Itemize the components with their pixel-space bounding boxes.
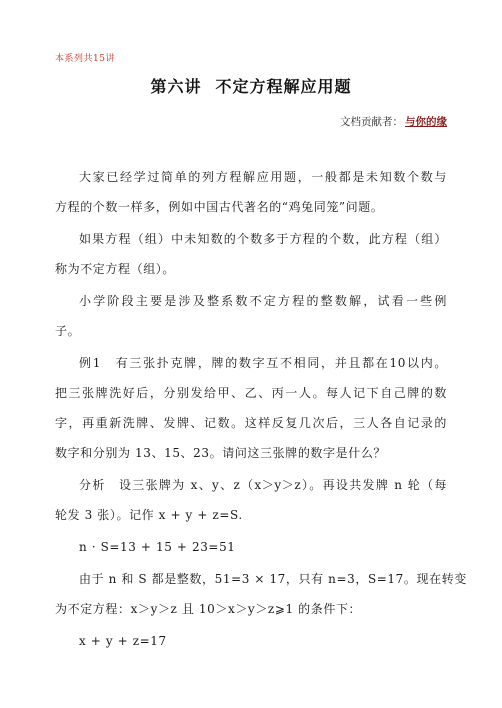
lecture-number: 第六讲 — [150, 77, 202, 96]
equation-line: x + y + z=17 — [79, 634, 167, 648]
page-title — [0, 74, 502, 97]
paragraph-line: 为不定方程：x＞y＞z 且 10＞x＞y＞z⩾1 的条件下： — [55, 602, 362, 616]
paragraph-line: 如果方程（组）中未知数的个数多于方程的个数，此方程（组） — [79, 232, 447, 246]
paragraph-line: 小学阶段主要是涉及整系数不定方程的整数解，试看一些例 — [79, 294, 447, 308]
paragraph-line: 轮发 3 张）。记作 x + y + z=S. — [55, 508, 243, 522]
paragraph-line: 子。 — [55, 324, 81, 338]
paragraph-line: 把三张牌洗好后，分别发给甲、乙、丙一人。每人记下自己牌的数 — [55, 386, 447, 400]
paragraph-line: 方程的个数一样多，例如中国古代著名的“鸡兔同笼”问题。 — [55, 200, 384, 214]
lecture-topic: 不定方程解应用题 — [215, 77, 352, 96]
paragraph-line: 分析 设三张牌为 x、y、z（x＞y＞z）。再设共发牌 n 轮（每 — [79, 478, 447, 492]
paragraph-line: 数字和分别为 13、15、23。请问这三张牌的数字是什么？ — [55, 446, 387, 460]
paragraph-line: 大家已经学过简单的列方程解应用题，一般都是未知数个数与 — [79, 170, 447, 184]
paragraph-line: 由于 n 和 S 都是整数，51=3 × 17，只有 n=3，S=17。现在转变 — [79, 572, 467, 586]
paragraph-line: 字，再重新洗牌、发牌、记数。这样反复几次后，三人各自记录的 — [55, 416, 447, 430]
paragraph-line: 称为不定方程（组）。 — [55, 262, 176, 276]
series-note: 本系列共15讲 — [55, 54, 115, 64]
contributor-line — [340, 114, 447, 129]
equation-line: n · S=13 + 15 + 23=51 — [79, 540, 236, 554]
paragraph-line: 例1 有三张扑克牌，牌的数字互不相同，并且都在10以内。 — [79, 356, 447, 370]
contributor-link[interactable]: 与你的缘 — [405, 116, 447, 128]
contributor-label: 文档贡献者： — [340, 116, 403, 128]
